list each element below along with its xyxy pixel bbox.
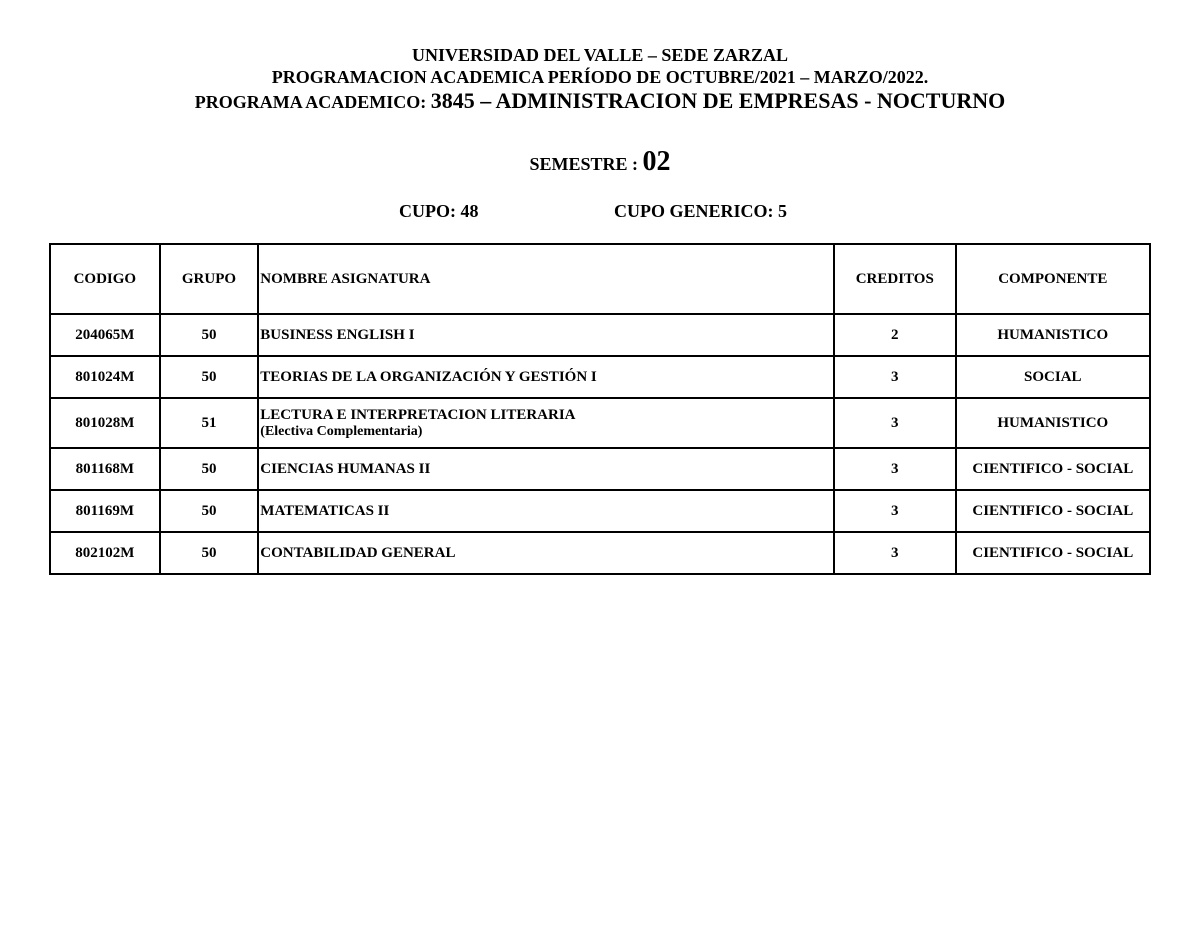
- header-creditos: CREDITOS: [834, 244, 956, 314]
- program-name: 3845 – ADMINISTRACION DE EMPRESAS - NOCTURNO: [430, 88, 1006, 113]
- table-row: [50, 448, 1150, 490]
- cupo-generico-text: CUPO GENERICO: 5: [614, 201, 788, 221]
- table-header-row: [50, 244, 1150, 314]
- cell-creditos: 3: [834, 356, 956, 398]
- cell-codigo: 801169M: [50, 490, 160, 532]
- cell-nombre: BUSINESS ENGLISH I: [258, 314, 834, 356]
- cell-creditos: 3: [834, 490, 956, 532]
- cell-codigo: 204065M: [50, 314, 160, 356]
- cell-grupo: 50: [160, 448, 259, 490]
- cell-grupo: 50: [160, 314, 259, 356]
- semester-value: 02: [642, 146, 671, 177]
- cell-grupo: 51: [160, 398, 259, 448]
- table-row: [50, 490, 1150, 532]
- cell-codigo: 801168M: [50, 448, 160, 490]
- cell-creditos: 3: [834, 448, 956, 490]
- cell-codigo: 801024M: [50, 356, 160, 398]
- period-title: PROGRAMACION ACADEMICA PERÍODO DE OCTUBRE/2021 – MARZO/2022.: [271, 67, 929, 87]
- cell-creditos: 3: [834, 532, 956, 574]
- cell-codigo: 802102M: [50, 532, 160, 574]
- cell-componente: CIENTIFICO - SOCIAL: [956, 448, 1150, 490]
- table-row: [50, 532, 1150, 574]
- cell-componente: HUMANISTICO: [956, 398, 1150, 448]
- semester-label: SEMESTRE :: [529, 154, 639, 174]
- program-title: [0, 88, 1200, 115]
- table-row: [50, 398, 1150, 448]
- cell-componente: CIENTIFICO - SOCIAL: [956, 532, 1150, 574]
- cell-nombre-main: LECTURA E INTERPRETACION LITERARIA: [260, 406, 576, 423]
- cell-nombre: MATEMATICAS II: [258, 490, 834, 532]
- cell-nombre: CONTABILIDAD GENERAL: [258, 532, 834, 574]
- cell-creditos: 2: [834, 314, 956, 356]
- cupo-text: CUPO: 48: [399, 201, 479, 221]
- table-row: [50, 314, 1150, 356]
- cell-nombre: TEORIAS DE LA ORGANIZACIÓN Y GESTIÓN I: [258, 356, 834, 398]
- header-nombre: NOMBRE ASIGNATURA: [258, 244, 834, 314]
- cell-codigo: 801028M: [50, 398, 160, 448]
- cell-componente: SOCIAL: [956, 356, 1150, 398]
- cell-nombre-sub: (Electiva Complementaria): [260, 423, 423, 439]
- document-header: [0, 44, 1200, 115]
- header-componente: COMPONENTE: [956, 244, 1150, 314]
- header-grupo: GRUPO: [160, 244, 259, 314]
- cell-creditos: 3: [834, 398, 956, 448]
- courses-table: [49, 243, 1151, 575]
- university-title: UNIVERSIDAD DEL VALLE – SEDE ZARZAL: [412, 45, 788, 65]
- cell-nombre: CIENCIAS HUMANAS II: [258, 448, 834, 490]
- cell-grupo: 50: [160, 532, 259, 574]
- semester-line: [0, 146, 1200, 178]
- table-row: [50, 356, 1150, 398]
- header-codigo: CODIGO: [50, 244, 160, 314]
- cell-componente: HUMANISTICO: [956, 314, 1150, 356]
- cell-nombre: [258, 398, 834, 448]
- program-prefix: PROGRAMA ACADEMICO:: [194, 92, 427, 112]
- cell-grupo: 50: [160, 490, 259, 532]
- cell-componente: CIENTIFICO - SOCIAL: [956, 490, 1150, 532]
- cell-grupo: 50: [160, 356, 259, 398]
